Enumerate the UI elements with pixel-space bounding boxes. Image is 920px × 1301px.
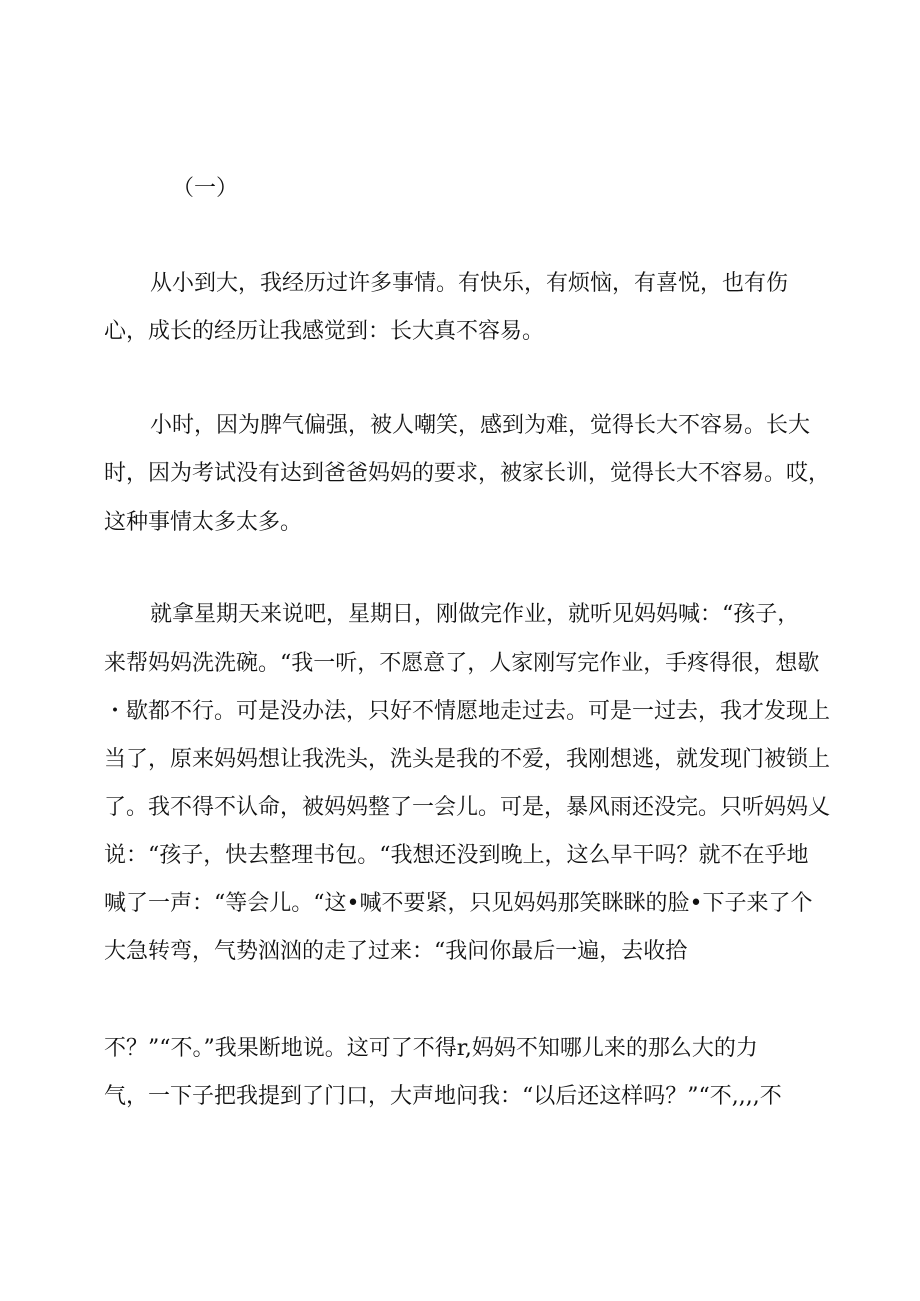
paragraph-3-line-7: 喊了一声：“等会儿。“这•喊不要紧，只见妈妈那笑眯眯的脸•下子来了个	[104, 891, 813, 916]
paragraph-3-line-5: 了。我不得不认命，被妈妈整了一会儿。可是，暴风雨还没完。只听妈妈乂	[104, 795, 831, 820]
paragraph-3-line-3: ・歇都不行。可是没办法，只好不情愿地走过去。可是一过去，我才发现上	[104, 699, 831, 724]
paragraph-2-line-3: 这种事情太多太多。	[104, 510, 303, 535]
paragraph-3-line-2: 来帮妈妈洗洗碗。“我一听，不愿意了，人家刚写完作业，手疼得很，想歇	[104, 651, 820, 676]
paragraph-1-line-1: 从小到大，我经历过许多事情。有快乐，有烦恼，有喜悦，也有伤	[150, 271, 789, 296]
paragraph-2-line-1: 小时，因为脾气偏强，被人嘲笑，感到为难，觉得长大不容易。长大	[150, 413, 811, 438]
paragraph-3-line-1: 就拿星期天来说吧，星期日，刚做完作业，就听见妈妈喊：“孩子，	[150, 602, 800, 627]
section-heading: （一）	[172, 176, 239, 201]
paragraph-3-line-6: 说：“孩子，快去整理书包。“我想还没到晚上，这么早干吗？就不在乎地	[104, 843, 809, 868]
paragraph-3-line-4: 当了，原来妈妈想让我洗头，洗头是我的不爱，我刚想逃，就发现门被锁上	[104, 747, 831, 772]
paragraph-4-line-2: 气，一下子把我提到了门口，大声地问我：“以后还这样吗？”“不,,,,不	[104, 1084, 782, 1109]
paragraph-3-line-8: 大急转弯，气势汹汹的走了过来：“我问你最后一遍，去收拾	[104, 939, 688, 964]
paragraph-4-line-1: 不？”“不。”我果断地说。这可了不得r,妈妈不知哪儿来的那么大的力	[104, 1036, 758, 1061]
paragraph-1-line-2: 心，成长的经历让我感觉到：长大真不容易。	[104, 319, 545, 344]
paragraph-2-line-2: 时，因为考试没有达到爸爸妈妈的要求，被家长训，觉得长大不容易。哎，	[104, 461, 831, 486]
